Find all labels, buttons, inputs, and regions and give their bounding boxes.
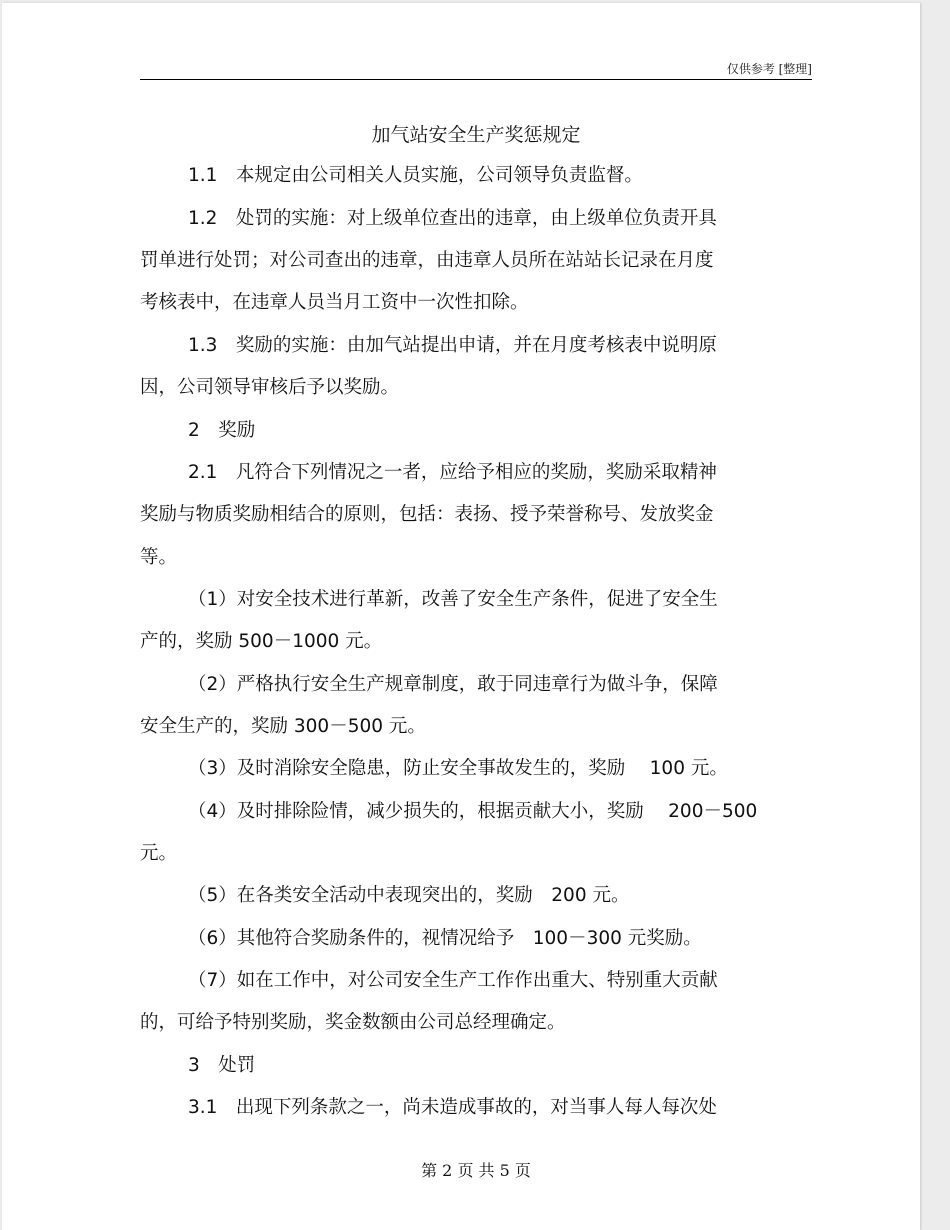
text-line: （4）及时排除险情，减少损失的，根据贡献大小，奖励 200－500 [188,801,758,822]
text-line: （6）其他符合奖励条件的，视情况给予 100－300 元奖励。 [188,928,702,949]
text-line: 3.1 出现下列条款之一，尚未造成事故的，对当事人每人每次处 [188,1097,717,1118]
text-line: 元。 [140,843,178,864]
document-page [2,3,920,1230]
text-line: 1.3 奖励的实施：由加气站提出申请，并在月度考核表中说明原 [188,335,717,356]
document-title: 加气站安全生产奖惩规定 [371,124,581,146]
text-line: 安全生产的，奖励 300－500 元。 [140,716,426,737]
section-heading: 3 处罚 [188,1055,256,1076]
header-rule [140,79,812,80]
text-line: （2）严格执行安全生产规章制度，敢于同违章行为做斗争，保障 [188,674,718,695]
section-heading: 2 奖励 [188,420,256,441]
text-line: （7）如在工作中，对公司安全生产工作作出重大、特别重大贡献 [188,970,718,991]
page-header: 仅供参考 [整理] [726,62,812,76]
text-line: 产的，奖励 500－1000 元。 [140,631,383,652]
text-line: 因，公司领导审核后予以奖励。 [140,377,400,398]
text-line: （5）在各类安全活动中表现突出的，奖励 200 元。 [188,885,630,906]
text-line: （3）及时消除安全隐患，防止安全事故发生的，奖励 100 元。 [188,758,728,779]
text-line: 的，可给予特别奖励，奖金数额由公司总经理确定。 [140,1012,566,1033]
text-line: 等。 [140,547,178,568]
page-footer: 第 2 页 共 5 页 [421,1161,531,1180]
text-line: （1）对安全技术进行革新，改善了安全生产条件，促进了安全生 [188,589,718,610]
text-line: 奖励与物质奖励相结合的原则，包括：表扬、授予荣誉称号、发放奖金 [140,504,714,525]
text-line: 1.1 本规定由公司相关人员实施，公司领导负责监督。 [188,165,643,186]
text-line: 1.2 处罚的实施：对上级单位查出的违章，由上级单位负责开具 [188,208,717,229]
text-line: 罚单进行处罚；对公司查出的违章，由违章人员所在站站长记录在月度 [140,250,714,271]
text-line: 2.1 凡符合下列情况之一者，应给予相应的奖励，奖励采取精神 [188,462,717,483]
text-line: 考核表中，在违章人员当月工资中一次性扣除。 [140,292,529,313]
